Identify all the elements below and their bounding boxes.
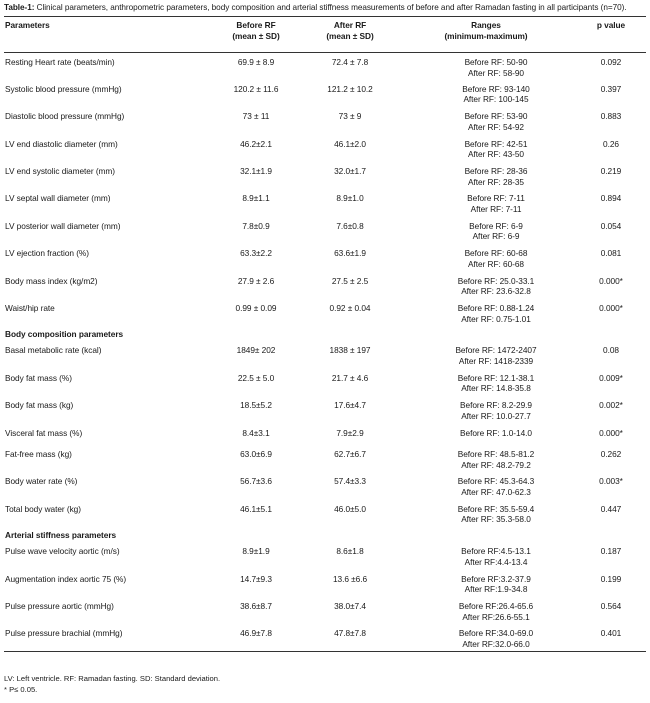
range-after: After RF: 48.2-79.2 xyxy=(461,459,531,470)
p-value-cell: 0.000* xyxy=(599,275,623,286)
p-value-cell: 0.08 xyxy=(603,345,619,356)
after-cell: 38.0±7.4 xyxy=(334,601,366,612)
p-value-cell: 0.009* xyxy=(599,372,623,383)
after-cell: 72.4 ± 7.8 xyxy=(331,57,369,67)
range-after: After RF: 28-35 xyxy=(468,176,524,187)
range-cell xyxy=(396,272,576,299)
table-row xyxy=(4,624,646,651)
table-row xyxy=(4,244,646,271)
table-row xyxy=(4,53,646,80)
range-cell xyxy=(396,445,576,472)
after-cell: 46.0±5.0 xyxy=(334,503,366,514)
before-cell: 27.9 ± 2.6 xyxy=(237,275,275,286)
table-footnote xyxy=(4,674,646,695)
section-row-arterial-stiffness: Arterial stiffness parameters xyxy=(5,530,117,541)
table-row xyxy=(4,472,646,499)
range-after: After RF: 23.6-32.8 xyxy=(461,286,531,297)
p-value-cell: 0.447 xyxy=(600,503,622,514)
range-after: After RF: 0.75-1.01 xyxy=(461,313,531,324)
table-row xyxy=(4,162,646,189)
parameter-cell: Body fat mass (%) xyxy=(5,372,72,383)
parameter-cell: Resting Heart rate (beats/min) xyxy=(5,57,115,67)
range-cell xyxy=(396,500,576,527)
before-cell: 0.99 ± 0.09 xyxy=(235,303,277,314)
range-cell xyxy=(396,217,576,244)
after-cell: 7.6±0.8 xyxy=(336,220,364,231)
after-cell: 21.7 ± 4.6 xyxy=(331,372,369,383)
before-cell: 73 ± 11 xyxy=(242,111,270,122)
header-before: Before RF (mean ± SD) xyxy=(208,17,304,53)
table-caption xyxy=(4,2,646,13)
before-cell: 8.9±1.1 xyxy=(242,193,270,204)
before-cell: 1849± 202 xyxy=(236,345,276,356)
before-cell: 22.5 ± 5.0 xyxy=(237,372,275,383)
parameter-cell: Fat-free mass (kg) xyxy=(5,449,72,460)
before-cell: 38.6±8.7 xyxy=(240,601,272,612)
parameter-cell: Pulse pressure brachial (mmHg) xyxy=(4,624,208,651)
range-cell xyxy=(396,80,576,107)
after-cell: 57.4±3.3 xyxy=(334,476,366,487)
after-cell: 121.2 ± 10.2 xyxy=(327,83,373,94)
table-row xyxy=(4,299,646,326)
range-after: After RF:4.4-13.4 xyxy=(464,556,528,567)
range-after: After RF: 1418-2339 xyxy=(458,355,534,366)
table-row xyxy=(4,135,646,162)
range-cell xyxy=(396,135,576,162)
after-cell: 13.6 ±6.6 xyxy=(332,573,368,584)
footnote-significance: * P≤ 0.05. xyxy=(4,684,38,694)
parameter-cell: Visceral fat mass (%) xyxy=(5,427,83,438)
table-body xyxy=(4,53,646,652)
caption-text: Clinical parameters, anthropometric parameters, body composition and arterial stiffness measurements of before and after Ramadan fasting in all participants (n=70). xyxy=(34,3,627,12)
range-before: Before RF: 28-36 xyxy=(464,166,528,177)
before-cell: 69.9 ± 8.9 xyxy=(237,57,275,67)
range-cell xyxy=(396,341,576,368)
header-ranges: Ranges (minimum-maximum) xyxy=(396,17,576,53)
before-cell: 8.4±3.1 xyxy=(242,427,270,438)
parameter-cell: LV ejection fraction (%) xyxy=(5,248,89,259)
parameter-cell: Diastolic blood pressure (mmHg) xyxy=(5,111,125,122)
range-before: Before RF: 45.3-64.3 xyxy=(457,476,535,487)
table-row xyxy=(4,424,646,446)
before-cell: 46.1±5.1 xyxy=(240,503,272,514)
parameter-cell: LV posterior wall diameter (mm) xyxy=(5,220,121,231)
range-after: After RF: 14.8-35.8 xyxy=(461,383,531,394)
table-row xyxy=(4,341,646,368)
p-value-cell: 0.894 xyxy=(600,193,622,204)
before-cell: 63.3±2.2 xyxy=(240,248,272,259)
range-cell xyxy=(396,472,576,499)
range-cell xyxy=(396,244,576,271)
p-value-cell: 0.883 xyxy=(600,111,622,122)
after-cell: 32.0±1.7 xyxy=(334,166,366,177)
range-cell xyxy=(396,189,576,216)
range-before: Before RF: 1472-2407 xyxy=(455,345,537,356)
table-row xyxy=(4,597,646,624)
section-row-body-composition: Body composition parameters xyxy=(5,329,124,340)
parameter-cell: LV end systolic diameter (mm) xyxy=(5,166,115,177)
p-value-cell: 0.262 xyxy=(600,449,622,460)
range-before: Before RF: 7-11 xyxy=(467,193,525,204)
after-cell: 62.7±6.7 xyxy=(334,449,366,460)
range-before: Before RF: 8.2-29.9 xyxy=(460,400,532,411)
table-row xyxy=(4,217,646,244)
range-after: After RF:1.9-34.8 xyxy=(464,584,528,595)
range-after: After RF: 60-68 xyxy=(468,258,524,269)
after-cell: 63.6±1.9 xyxy=(334,248,366,259)
table-row xyxy=(4,570,646,597)
footnote-abbreviations: LV: Left ventricle. RF: Ramadan fasting. SD: Standard deviation. xyxy=(4,674,221,683)
table-row xyxy=(4,272,646,299)
range-before: Before RF: 93-140 xyxy=(462,83,530,94)
range-before: Before RF: 50-90 xyxy=(464,57,528,67)
range-before: Before RF: 48.5-81.2 xyxy=(457,449,535,460)
range-before: Before RF: 42-51 xyxy=(464,138,528,149)
table-row xyxy=(4,542,646,569)
p-value-cell: 0.401 xyxy=(576,624,646,651)
range-before: Before RF: 1.0-14.0 xyxy=(460,427,532,438)
parameter-cell: LV septal wall diameter (mm) xyxy=(5,193,111,204)
after-cell: 8.6±1.8 xyxy=(336,546,364,557)
parameter-cell: Total body water (kg) xyxy=(5,503,81,514)
before-cell: 32.1±1.9 xyxy=(240,166,272,177)
range-after: After RF: 7-11 xyxy=(470,203,522,214)
range-before: Before RF:26.4-65.6 xyxy=(458,601,534,612)
after-cell: 1838 ± 197 xyxy=(329,345,371,356)
after-cell: 17.6±4.7 xyxy=(334,400,366,411)
range-after: After RF: 43-50 xyxy=(468,149,524,160)
before-cell: 14.7±9.3 xyxy=(240,573,272,584)
after-cell: 8.9±1.0 xyxy=(336,193,364,204)
after-cell: 0.92 ± 0.04 xyxy=(329,303,371,314)
before-cell: 7.8±0.9 xyxy=(242,220,270,231)
parameter-cell: Systolic blood pressure (mmHg) xyxy=(5,83,122,94)
range-cell xyxy=(396,570,576,597)
p-value-cell: 0.219 xyxy=(600,166,622,177)
p-value-cell: 0.000* xyxy=(599,427,623,438)
after-cell: 7.9±2.9 xyxy=(336,427,364,438)
range-before: Before RF: 6-9 xyxy=(469,220,523,231)
parameter-cell: Pulse wave velocity aortic (m/s) xyxy=(5,546,120,557)
range-cell xyxy=(396,369,576,396)
table-row xyxy=(4,189,646,216)
parameter-cell: Basal metabolic rate (kcal) xyxy=(5,345,102,356)
range-cell xyxy=(396,597,576,624)
p-value-cell: 0.054 xyxy=(600,220,622,231)
range-before: Before RF: 35.5-59.4 xyxy=(457,503,535,514)
range-after: After RF: 10.0-27.7 xyxy=(461,410,531,421)
p-value-cell: 0.187 xyxy=(600,546,622,557)
range-after: After RF: 100-145 xyxy=(463,94,529,105)
range-before: Before RF: 53-90 xyxy=(464,111,528,122)
p-value-cell: 0.000* xyxy=(599,303,623,314)
range-after: After RF: 58-90 xyxy=(468,67,524,78)
range-cell xyxy=(396,542,576,569)
p-value-cell: 0.081 xyxy=(600,248,622,259)
header-after: After RF (mean ± SD) xyxy=(304,17,396,53)
parameter-cell: LV end diastolic diameter (mm) xyxy=(5,138,118,149)
after-cell: 27.5 ± 2.5 xyxy=(331,275,369,286)
before-cell: 120.2 ± 11.6 xyxy=(233,83,279,94)
p-value-cell: 0.092 xyxy=(600,57,622,67)
after-cell: 73 ± 9 xyxy=(338,111,362,122)
after-cell: 46.1±2.0 xyxy=(334,138,366,149)
range-before: Before RF:34.0-69.0 xyxy=(458,628,534,639)
before-cell: 18.5±5.2 xyxy=(240,400,272,411)
table-header xyxy=(4,17,646,53)
range-after: After RF: 35.3-58.0 xyxy=(461,514,531,525)
range-before: Before RF: 60-68 xyxy=(464,248,528,259)
before-cell: 46.9±7.8 xyxy=(208,624,304,651)
p-value-cell: 0.26 xyxy=(603,138,619,149)
range-cell xyxy=(396,53,576,80)
range-after: After RF: 54-92 xyxy=(468,121,524,132)
before-cell: 8.9±1.9 xyxy=(242,546,270,557)
parameter-cell: Body mass index (kg/m2) xyxy=(5,275,98,286)
range-before: Before RF: 12.1-38.1 xyxy=(457,372,535,383)
before-cell: 56.7±3.6 xyxy=(240,476,272,487)
p-value-cell: 0.003* xyxy=(599,476,623,487)
range-after: After RF:32.0-66.0 xyxy=(462,638,530,649)
range-before: Before RF:4.5-13.1 xyxy=(461,546,531,557)
p-value-cell: 0.002* xyxy=(599,400,623,411)
range-cell xyxy=(396,424,576,446)
parameter-cell: Body water rate (%) xyxy=(5,476,78,487)
range-after: After RF: 47.0-62.3 xyxy=(461,486,531,497)
before-cell: 46.2±2.1 xyxy=(240,138,272,149)
header-parameters: Parameters xyxy=(4,17,208,53)
range-before: Before RF: 0.88-1.24 xyxy=(457,303,535,314)
parameter-cell: Augmentation index aortic 75 (%) xyxy=(5,573,127,584)
range-before: Before RF:3.2-37.9 xyxy=(461,573,531,584)
table-row xyxy=(4,396,646,423)
p-value-cell: 0.397 xyxy=(600,83,622,94)
range-after: After RF: 6-9 xyxy=(472,231,520,242)
header-p-value: p value xyxy=(576,17,646,53)
results-table xyxy=(4,16,646,652)
parameter-cell: Waist/hip rate xyxy=(5,303,55,314)
p-value-cell: 0.199 xyxy=(600,573,622,584)
table-row xyxy=(4,369,646,396)
after-cell: 47.8±7.8 xyxy=(304,624,396,651)
range-cell xyxy=(396,396,576,423)
parameter-cell: Body fat mass (kg) xyxy=(5,400,74,411)
range-cell xyxy=(396,624,576,651)
p-value-cell: 0.564 xyxy=(600,601,622,612)
caption-label: Table-1: xyxy=(4,3,35,12)
range-cell xyxy=(396,107,576,134)
range-cell xyxy=(396,162,576,189)
parameter-cell: Pulse pressure aortic (mmHg) xyxy=(5,601,114,612)
range-after: After RF:26.6-55.1 xyxy=(462,611,530,622)
range-cell xyxy=(396,299,576,326)
before-cell: 63.0±6.9 xyxy=(240,449,272,460)
table-row xyxy=(4,80,646,107)
table-row xyxy=(4,445,646,472)
table-row xyxy=(4,500,646,527)
range-before: Before RF: 25.0-33.1 xyxy=(457,275,535,286)
table-row xyxy=(4,107,646,134)
